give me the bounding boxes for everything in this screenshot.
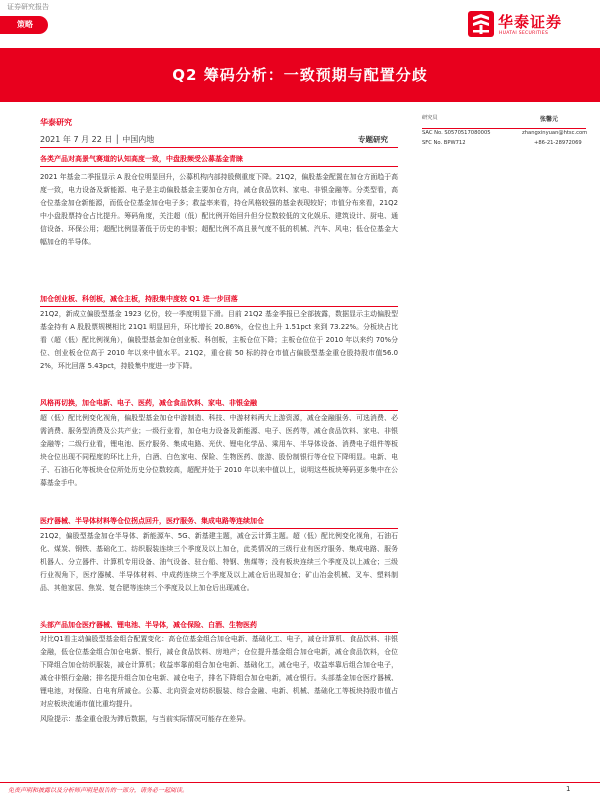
report-type: 专题研究 [358,135,388,144]
analyst-sac: SAC No. S0570517080005 [422,130,491,136]
disclaimer-note: 免责声明和披露以及分析师声明是报告的一部分，请务必一起阅读。 [8,787,189,794]
section-5-heading: 头部产品加仓医疗器械、锂电池、半导体，减仓保险、白酒、生物医药 [40,621,257,629]
report-label: 证券研究报告 [7,3,49,11]
section-3-heading: 风格再切换，加仓电新、电子、医药，减仓食品饮料、家电、非银金融 [40,399,257,407]
category-tag: 策略 [0,16,48,34]
section-4-divider [40,528,398,529]
section-3-divider [40,410,398,411]
analyst-phone: +86-21-28972069 [534,140,582,146]
section-2-heading: 加仓创业板、科创板，减仓主板，持股集中度较 Q1 进一步回落 [40,295,238,303]
analyst-divider [422,128,586,129]
report-title: Q2 筹码分析：一致预期与配置分歧 [172,66,428,84]
analyst-sfc: SFC No. BPW712 [422,140,466,146]
section-3-body: 超（低）配比例变化视角，偏股型基金加仓中游制造、科技、中游材料两大上游资源，减仓金融服务、可选消费、必需消费、服务型消费及公共产业；一级行业看，加仓电力设备及新能源、电子、医药等，减仓食品饮料、家电、非银金融等；二级行业看，锂电池、医疗服务、集成电路、光伏、锂电化学品、乘用车、半导体设备、消费电子组件等板块仓位出现不同程度的环比上升，白酒、白色家电、保险、生物医药、旅游、股份制银行等仓位下降明显。电新、电子、石油石化等板块仓位所处历史分位数较高，超配并处于 2010 年以来中值以上，说明这些板块筹码更多集中在公募基金手中。 [40,414,398,487]
huatai-logo-icon [468,11,494,37]
section-1-body: 2021 年基金二季报显示 A 股仓位明显回升，公募机构内部持股侧重度下降。21Q2，偏股基金配置在加仓方面趋于高度一致，电力设备及新能源、电子是主动偏股基金主要加仓方向，减仓食品饮料、家电、非银金融等。分类型看，高仓位基金加仓新能源，而低仓位基金加仓电子多；救益率来看，持仓风格较强的基金表现较好；市值分布来看，21Q2 中小盘股票持仓占比提升。筹码角度，关注超（低）配比例开始回升但分位数较低的文化娱乐、建筑设计、厨电、通信设备、环保公用；超配比例显著低于历史的非银；超配比例不高且景气度不低的机械、汽车、风电；低仓位基金大幅加仓的半导体。 [40,173,398,246]
analyst-name: 张馨元 [540,116,559,123]
section-2-divider [40,306,398,307]
footer-divider [0,782,600,783]
org-name: 华泰研究 [40,118,72,127]
section-4-heading: 医疗器械、半导体材料等仓位拐点回升，医疗服务、集成电路等连续加仓 [40,517,264,525]
brand-name-en: HUATAI SECURITIES [499,31,549,36]
page-number: 1 [566,785,571,793]
brand-logo [468,9,588,39]
section-4-body: 21Q2，偏股型基金加仓半导体、新能源车、5G、新基建主题，减仓云计算主题。超（低）配比例变化视角，石油石化、煤炭、钢铁、基础化工、纺织服装连续三个季度及以上加仓，此类情况的三级行业有医疗服务、集成电路、服务机器人、分立器件、计算机专用设备、油气设备、驻台船、特钢、焦煤等；没有板块连续三个季度及以上减仓；三级行业视角下，医疗器械、半导体材料、中成药连续三个季度及以上减仓后出现加仓；矿山冶金机械、叉车、塑料制品、其他家居、焦炭、复合肥等连续三个季度及以上加仓后出现减仓。 [40,532,398,592]
analyst-email[interactable]: zhangxinyuan@htsc.com [522,130,588,136]
date-line: 2021 年 7 月 22 日 │ 中国内地 [40,135,155,144]
section-1-heading: 各类产品对高景气赛道的认知高度一致，中盘股频受公募基金青睐 [40,155,243,163]
section-5-body: 对比Q1看主动偏股型基金组合配置变化：高仓位基金组合加仓电新、基础化工、电子，减仓计算机、食品饮料、非银金融，低仓位基金组合加仓电新、银行，减仓食品饮料、房地产；仓位提升基金组合加仓电新，减仓食品饮料，仓位下降组合加仓纺织服装，减仓计算机；收益率靠前组合加仓电新、基础化工，减仓电子，收益率靠后组合加仓电子，减仓非银行金融；排名提升组合加仓电新、减仓电子，排名下降组合加仓电新，减仓银行。头部基金加仓医疗器械、锂电池，对保险、白电有所减仓。公募、北向资金对纺织服装、综合金融、电新、机械、基础化工等板块持股市值占对应板块流通市值比重均提升。 [40,635,398,708]
header-divider [40,147,398,148]
section-2-body: 21Q2，新成立偏股型基金 1923 亿份，较一季度明显下滑。目前 21Q2 基金季报已全部披露，数据显示主动偏股型基金持有 A 股股票规模相比 21Q1 明显回升，环比增长 20.86%，仓位也上升 1.51pct 来到 73.22%。分板块占比看（超（低）配比例视角），偏股型基金加仓创业板、科创板，主板仓位下降；主板仓位位于 2010 年以来约 70%分位、创业板仓位高于 2010 年以来中值水平。21Q2，重仓前 50 标的持仓市值占偏股型基金重仓股持股市值56.02%，环比回落 5.43pct，持股集中度进一步下降。 [40,310,398,370]
risk-note: 风险提示：基金重仓股为滞后数据，与当前实际情况可能存在差异。 [40,715,250,723]
brand-name-cn: 华泰证券 [498,13,563,31]
analyst-role: 研究员 [422,115,438,121]
section-1-divider [40,166,398,167]
